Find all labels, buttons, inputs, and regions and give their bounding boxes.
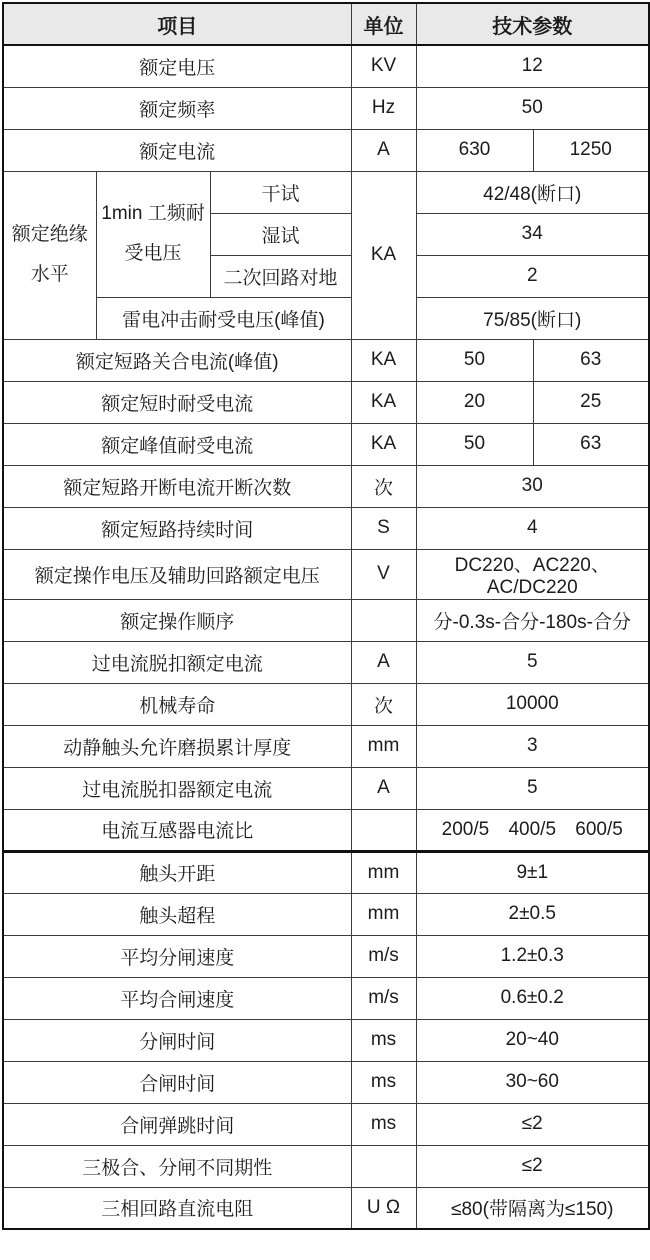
row-label: 过电流脱扣器额定电流: [3, 767, 351, 809]
row-label: 额定操作顺序: [3, 599, 351, 641]
row-value: 50: [416, 87, 649, 129]
table-row: [3, 893, 649, 935]
table-row: [3, 297, 649, 339]
row-label: 额定电流: [3, 129, 351, 171]
row-value: 3: [416, 725, 649, 767]
row-label: 平均合闸速度: [3, 977, 351, 1019]
row-unit: ms: [351, 1061, 416, 1103]
row-unit: 次: [351, 683, 416, 725]
row-value-1: 630: [416, 129, 533, 171]
row-value: 200/5 400/5 600/5: [416, 809, 649, 851]
row-value: 9±1: [416, 851, 649, 893]
row-label: 三相回路直流电阻: [3, 1187, 351, 1229]
row-value: 5: [416, 767, 649, 809]
table-row: [3, 381, 649, 423]
row-value: 4: [416, 507, 649, 549]
row-label: 额定峰值耐受电流: [3, 423, 351, 465]
row-unit: A: [351, 767, 416, 809]
lightning-impulse-label: 雷电冲击耐受电压(峰值): [96, 297, 351, 339]
row-unit: mm: [351, 851, 416, 893]
table-row: [3, 935, 649, 977]
row-value: 0.6±0.2: [416, 977, 649, 1019]
header-param: 技术参数: [416, 3, 649, 45]
row-value: 10000: [416, 683, 649, 725]
row-value-1: 50: [416, 339, 533, 381]
row-value-2: 25: [533, 381, 649, 423]
row-value: ≤2: [416, 1145, 649, 1187]
row-label: 分闸时间: [3, 1019, 351, 1061]
row-unit: m/s: [351, 935, 416, 977]
row-unit: [351, 809, 416, 851]
table-row: [3, 809, 649, 851]
row-value: 5: [416, 641, 649, 683]
row-label: 触头超程: [3, 893, 351, 935]
row-unit: 次: [351, 465, 416, 507]
row-label: 平均分闸速度: [3, 935, 351, 977]
row-value-1: 50: [416, 423, 533, 465]
row-unit: S: [351, 507, 416, 549]
wet-test-label: 湿试: [210, 213, 351, 255]
row-label: 三极合、分闸不同期性: [3, 1145, 351, 1187]
table-row: [3, 1103, 649, 1145]
table-row: [3, 641, 649, 683]
row-unit: V: [351, 549, 416, 599]
row-label: 动静触头允许磨损累计厚度: [3, 725, 351, 767]
row-label: 合闸时间: [3, 1061, 351, 1103]
row-unit: KA: [351, 339, 416, 381]
row-unit: m/s: [351, 977, 416, 1019]
dry-test-label: 干试: [210, 171, 351, 213]
row-value: ≤2: [416, 1103, 649, 1145]
spec-table: [2, 2, 650, 1230]
lightning-impulse-value: 75/85(断口): [416, 297, 649, 339]
table-row: [3, 339, 649, 381]
row-label: 额定短路开断电流开断次数: [3, 465, 351, 507]
row-label: 电流互感器电流比: [3, 809, 351, 851]
table-row: [3, 1145, 649, 1187]
secondary-circuit-label: 二次回路对地: [210, 255, 351, 297]
row-unit: A: [351, 641, 416, 683]
row-unit: mm: [351, 893, 416, 935]
row-unit: U Ω: [351, 1187, 416, 1229]
row-label: 额定电压: [3, 45, 351, 87]
row-value: 30~60: [416, 1061, 649, 1103]
row-value: 分-0.3s-合分-180s-合分: [416, 599, 649, 641]
wet-test-value: 34: [416, 213, 649, 255]
row-value-2: 63: [533, 423, 649, 465]
row-unit: ms: [351, 1103, 416, 1145]
row-label: 机械寿命: [3, 683, 351, 725]
row-value: DC220、AC220、AC/DC220: [416, 549, 649, 599]
row-unit: [351, 599, 416, 641]
table-row: [3, 507, 649, 549]
table-row: [3, 423, 649, 465]
header-item: 项目: [3, 3, 351, 45]
table-row: [3, 767, 649, 809]
table-row: [3, 1019, 649, 1061]
row-value-2: 63: [533, 339, 649, 381]
table-row: [3, 1187, 649, 1229]
row-label: 额定短路关合电流(峰值): [3, 339, 351, 381]
row-unit: KA: [351, 381, 416, 423]
row-label: 额定短时耐受电流: [3, 381, 351, 423]
table-header-row: [3, 3, 649, 45]
table-row: [3, 683, 649, 725]
row-label: 合闸弹跳时间: [3, 1103, 351, 1145]
row-unit: Hz: [351, 87, 416, 129]
row-label: 过电流脱扣额定电流: [3, 641, 351, 683]
table-row: [3, 851, 649, 893]
row-unit: mm: [351, 725, 416, 767]
row-unit: A: [351, 129, 416, 171]
row-value: 30: [416, 465, 649, 507]
row-label: 额定短路持续时间: [3, 507, 351, 549]
insulation-group-label: 额定绝缘水平: [3, 171, 96, 339]
table-row: [3, 87, 649, 129]
row-unit: KV: [351, 45, 416, 87]
header-unit: 单位: [351, 3, 416, 45]
table-row: [3, 129, 649, 171]
row-label: 触头开距: [3, 851, 351, 893]
row-value: 2±0.5: [416, 893, 649, 935]
table-row: [3, 171, 649, 213]
row-value-2: 1250: [533, 129, 649, 171]
table-row: [3, 1061, 649, 1103]
secondary-circuit-value: 2: [416, 255, 649, 297]
row-value: 20~40: [416, 1019, 649, 1061]
row-label: 额定操作电压及辅助回路额定电压: [3, 549, 351, 599]
table-row: [3, 599, 649, 641]
row-unit: ms: [351, 1019, 416, 1061]
row-value: 1.2±0.3: [416, 935, 649, 977]
table-row: [3, 725, 649, 767]
table-row: [3, 45, 649, 87]
row-value-1: 20: [416, 381, 533, 423]
row-unit: KA: [351, 423, 416, 465]
row-label: 额定频率: [3, 87, 351, 129]
table-row: [3, 977, 649, 1019]
insulation-unit: KA: [351, 171, 416, 339]
table-row: [3, 549, 649, 599]
row-value: 12: [416, 45, 649, 87]
row-unit: [351, 1145, 416, 1187]
power-freq-withstand-label: 1min 工频耐受电压: [96, 171, 210, 297]
dry-test-value: 42/48(断口): [416, 171, 649, 213]
table-row: [3, 465, 649, 507]
row-value: ≤80(带隔离为≤150): [416, 1187, 649, 1229]
